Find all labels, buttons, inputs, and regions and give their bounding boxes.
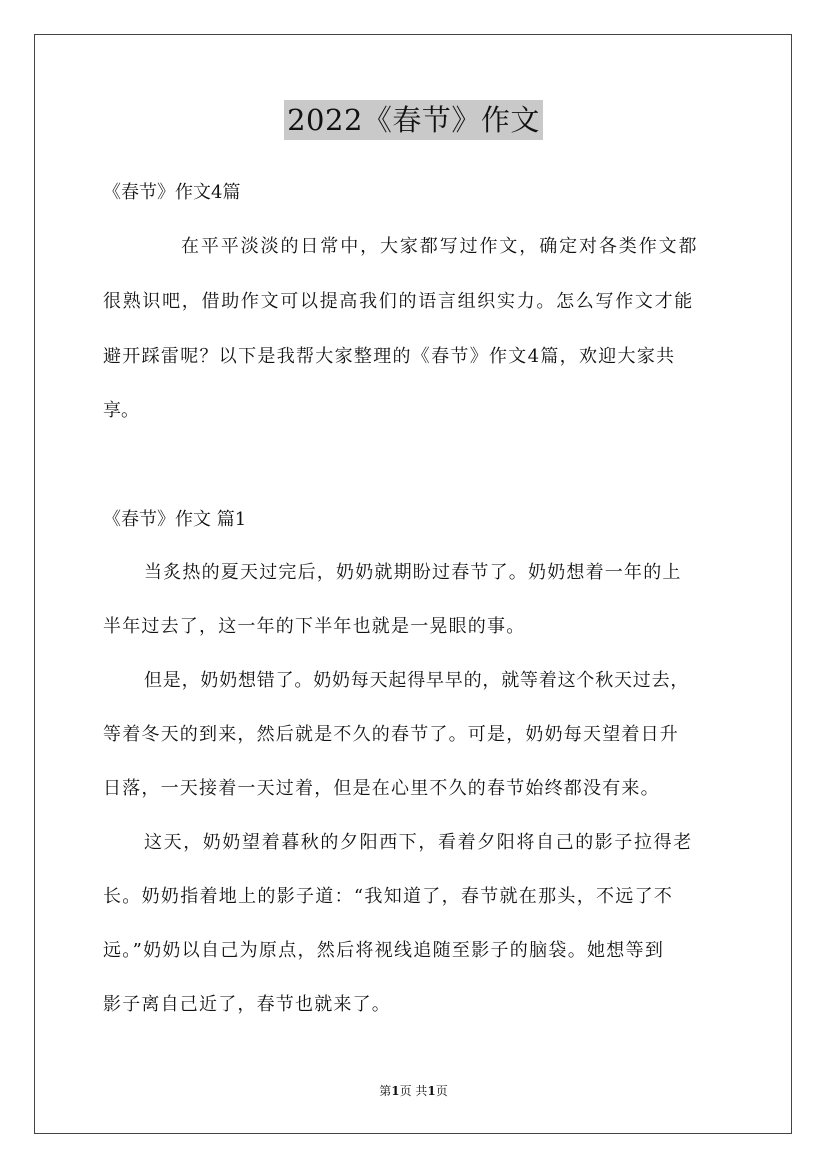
intro-line: 享。 (103, 400, 139, 421)
footer-suffix: 页 (435, 1084, 448, 1098)
title-container (0, 100, 827, 140)
body-line: 当炙热的夏天过完后，奶奶就期盼过春节了。奶奶想着一年的上 (144, 562, 682, 583)
body-line: 但是，奶奶想错了。奶奶每天起得早早的，就等着这个秋天过去， (144, 670, 690, 691)
current-page-number: 1 (391, 1084, 400, 1098)
body-line: 等着冬天的到来，然后就是不久的春节了。可是，奶奶每天望着日升 (103, 724, 679, 745)
footer-prefix: 第 (379, 1084, 392, 1098)
page-footer (0, 1083, 827, 1099)
section-heading: 《春节》作文 篇1 (103, 509, 247, 530)
footer-mid: 页 共 (399, 1084, 428, 1098)
main-heading: 《春节》作文4篇 (103, 182, 241, 203)
body-line: 半年过去了，这一年的下半年也就是一晃眼的事。 (103, 616, 526, 637)
body-line: 影子离自己近了，春节也就来了。 (103, 994, 391, 1015)
intro-line: 避开踩雷呢？以下是我帮大家整理的《春节》作文4篇，欢迎大家共 (103, 346, 676, 367)
body-line: 长。奶奶指着地上的影子道：“我知道了，春节就在那头，不远了不 (103, 886, 674, 907)
document-title: 2022《春节》作文 (284, 100, 543, 140)
intro-line: 在平平淡淡的日常中，大家都写过作文，确定对各类作文都 (181, 236, 699, 257)
body-line: 这天，奶奶望着暮秋的夕阳西下，看着夕阳将自己的影子拉得老 (144, 832, 693, 853)
body-line: 远。”奶奶以自己为原点，然后将视线追随至影子的脑袋。她想等到 (103, 940, 665, 961)
intro-line: 很熟识吧，借助作文可以提高我们的语言组织实力。怎么写作文才能 (103, 291, 694, 312)
body-line: 日落，一天接着一天过着，但是在心里不久的春节始终都没有来。 (103, 778, 660, 799)
total-page-number: 1 (427, 1084, 436, 1098)
